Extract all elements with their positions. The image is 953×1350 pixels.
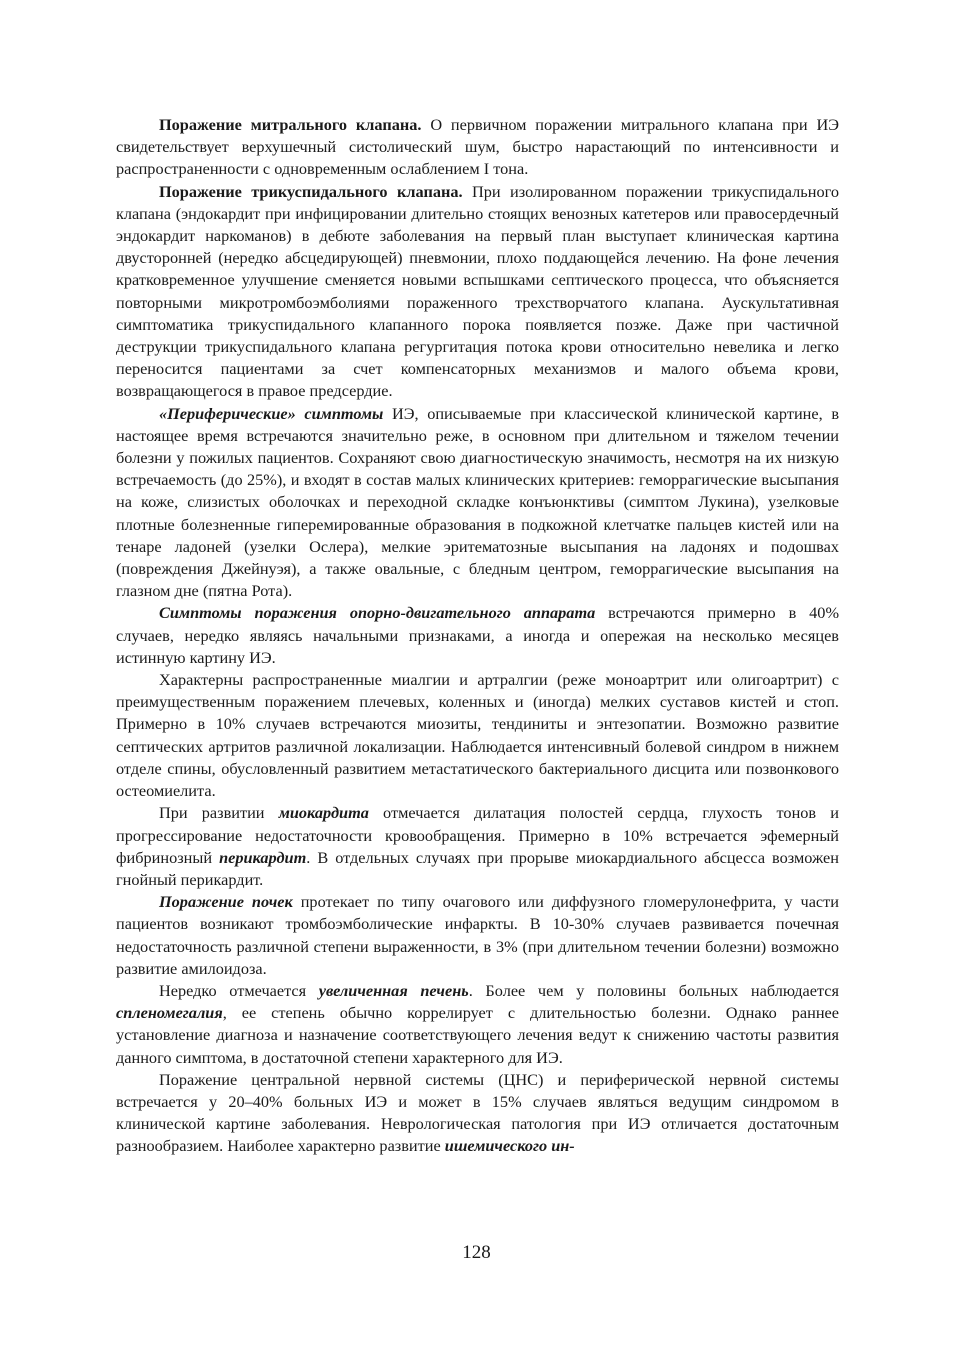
body-text [116,114,839,1158]
term-pericarditis: перикардит [219,847,307,867]
term-myocarditis: миокардита [278,803,369,823]
heading-peripheral: «Периферические» симптомы [159,403,384,423]
text-run: При развитии [159,803,279,823]
term-ischemic: ишемического ин- [444,1136,575,1156]
text-run: , ее степень обычно коррелирует с длительностью болезни. Однако раннее установление диагноза и назначение соответствующего лечения ведут к снижению частоты развития данного симптома, в достаточной степени характерного для ИЭ. [116,1003,839,1067]
text-run: Нередко отмечается [159,980,319,1000]
text-run: ИЭ, описываемые при классической клинической картине, в настоящее время встречаются значительно реже, в основном при длительном и тяжелом течении болезни у пожилых пациентов. Сохраняют свою диагностическую значимость, несмотря на их низкую встречаемость (до 25%), и входят в состав малых клинических критериев: геморрагические высыпания на коже, слизистых оболочках и переходной складке конъюнктивы (симптом Лукина), узелковые плотные болезненные гиперемированные образования в подкожной клетчатке пальцев кистей или на тенаре ладоней (узелки Ослера), мелкие эритематозные высыпания на ладонях и подошвах (повреждения Джейнуэя), а также овальные, с бледным центром, геморрагические высыпания на глазном дне (пятна Рота). [116,403,840,601]
text-run: При изолированном поражении трикуспидального клапана (эндокардит при инфицировании длительно стоящих венозных катетеров или правосердечный эндокардит наркоманов) в дебюте заболевания на первый план выступает клиническая картина двусторонней (нередко абсцедирующей) пневмонии, плохо поддающейся лечению. На фоне лечения кратковременное улучшение сменяется новыми вспышками септического процесса, что объясняется повторными микротромбоэмболиями пораженного трехстворчатого клапана. Аускультативная симптоматика трикуспидального клапанного порока появляется позже. Даже при частичной деструкции трикуспидального клапана регургитация потока крови относительно невелика и легко переносится пациентами за счет компенсаторных механизмов и малого объема крови, возвращающегося в правое предсердие. [116,181,839,401]
paragraph-myalgia [116,669,839,802]
text-run: отмечается дилатация полостей сердца, глухость тонов и прогрессирование недостаточности кровообращения. Примерно в 10% встречается эфемерный фибринозный [116,803,839,867]
paragraph-musculoskeletal [116,602,839,669]
paragraph-myocarditis [116,802,839,891]
term-enlarged-liver: увеличенная печень [318,980,469,1000]
paragraph-cns [116,1069,839,1158]
text-run: . Более чем у половины больных наблюдается [468,980,839,1000]
paragraph-peripheral [116,403,839,603]
text-run: встречаются примерно в 40% случаев, нередко являясь начальными признаками, а иногда и опережая на несколько месяцев истинную картину ИЭ. [116,603,840,667]
paragraph-mitral [116,114,839,181]
paragraph-tricuspid [116,181,839,403]
text-run: Поражение центральной нервной системы (ЦНС) и периферической нервной системы встречается у 20–40% больных ИЭ и может в 15% случаев являться ведущим синдромом в клинической картине заболевания. Неврологическая патология при ИЭ отличается достаточным разнообразием. Наиболее характерно развитие [116,1069,839,1156]
text-run: Характерны распространенные миалгии и артралгии (реже моноартрит или олигоартрит) с преимущественным поражением плечевых, коленных и (иногда) мелких суставов кистей и стоп. Примерно в 10% случаев встречаются миозиты, тендиниты и энтезопатии. Возможно развитие септических артритов различной локализации. Наблюдается интенсивный болевой синдром в нижнем отделе спины, обусловленный развитием метастатического бактериального дисцита или позвонкового остеомиелита. [116,670,839,801]
text-run: . В отдельных случаях при прорыве миокардиального абсцесса возможен гнойный перикардит. [116,847,839,889]
heading-mitral: Поражение митрального клапана. [159,115,422,134]
text-run: протекает по типу очагового или диффузного гломерулонефрита, у части пациентов возникают тромбоэмболические инфаркты. В 10-30% случаев развивается почечная недостаточность различной степени выраженности, в 3% (при длительном течении болезни) возможно развитие амилоидоза. [116,892,839,978]
heading-kidney: Поражение почек [159,892,293,912]
heading-tricuspid: Поражение трикуспидального клапана. [159,181,463,201]
paragraph-liver [116,980,839,1069]
page-number: 128 [462,1242,491,1263]
paragraph-kidney [116,891,839,980]
text-run: О первичном поражении митрального клапана при ИЭ свидетельствует верхушечный систолический шум, быстро нарастающий по интенсивности и распространенности с одновременным ослаблением I тона. [116,115,839,179]
heading-musculoskeletal: Симптомы поражения опорно-двигательного аппарата [159,603,596,623]
term-splenomegaly: спленомегалия [116,1003,223,1023]
